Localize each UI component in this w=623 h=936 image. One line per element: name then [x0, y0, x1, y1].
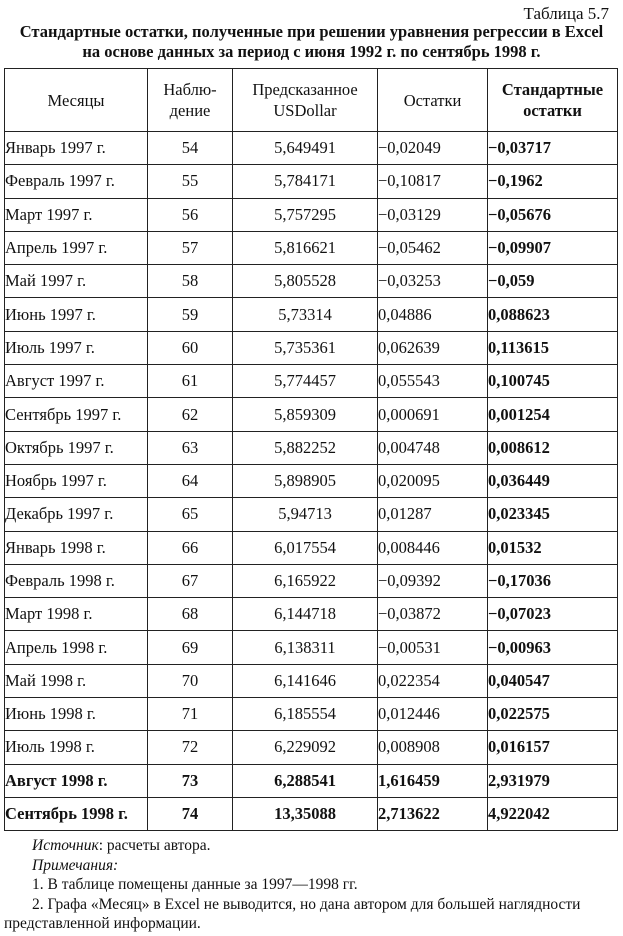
table-row: [5, 365, 618, 398]
residual-cell: 1,616459: [378, 764, 488, 797]
predicted-cell: 6,288541: [233, 764, 378, 797]
title-line-1: Стандартные остатки, полученные при решении уравнения регрессии в Excel: [19, 22, 604, 41]
table-title: [0, 22, 623, 62]
note-2: 2. Графа «Месяц» в Excel не выводится, но дана автором для большей наглядности представленной информации.: [4, 895, 581, 932]
residual-cell: 0,008908: [378, 731, 488, 764]
observation-cell: 67: [148, 564, 233, 597]
residual-cell: 0,000691: [378, 398, 488, 431]
predicted-cell: 5,784171: [233, 165, 378, 198]
header-residuals: Остатки: [378, 69, 488, 132]
standard-residual-cell: −0,09907: [488, 231, 618, 264]
standard-residual-cell: 0,040547: [488, 664, 618, 697]
month-cell: Октябрь 1997 г.: [5, 431, 148, 464]
residual-cell: −0,05462: [378, 231, 488, 264]
standard-residual-cell: 0,036449: [488, 464, 618, 497]
month-cell: Февраль 1997 г.: [5, 165, 148, 198]
predicted-cell: 6,141646: [233, 664, 378, 697]
observation-cell: 62: [148, 398, 233, 431]
residual-cell: 0,022354: [378, 664, 488, 697]
standard-residual-cell: 0,088623: [488, 298, 618, 331]
standard-residual-cell: 0,001254: [488, 398, 618, 431]
predicted-cell: 5,735361: [233, 331, 378, 364]
table-row: [5, 764, 618, 797]
observation-cell: 65: [148, 498, 233, 531]
table-row: [5, 132, 618, 165]
observation-cell: 60: [148, 331, 233, 364]
observation-cell: 56: [148, 198, 233, 231]
standard-residual-cell: 0,022575: [488, 698, 618, 731]
predicted-cell: 6,144718: [233, 598, 378, 631]
table-row: [5, 531, 618, 564]
predicted-cell: 5,882252: [233, 431, 378, 464]
table-row: [5, 797, 618, 830]
standard-residual-cell: −0,07023: [488, 598, 618, 631]
standard-residual-cell: 0,023345: [488, 498, 618, 531]
observation-cell: 55: [148, 165, 233, 198]
table-row: [5, 331, 618, 364]
table-row: [5, 498, 618, 531]
standard-residual-cell: −0,059: [488, 265, 618, 298]
header-observation: Наблю- дение: [148, 69, 233, 132]
table-row: [5, 698, 618, 731]
predicted-cell: 6,165922: [233, 564, 378, 597]
residual-cell: −0,00531: [378, 631, 488, 664]
table-row: [5, 464, 618, 497]
standard-residual-cell: −0,05676: [488, 198, 618, 231]
residual-cell: 0,020095: [378, 464, 488, 497]
table-number: Таблица 5.7: [523, 4, 609, 23]
standard-residual-cell: −0,17036: [488, 564, 618, 597]
observation-cell: 73: [148, 764, 233, 797]
table-row: [5, 564, 618, 597]
title-line-2: на основе данных за период с июня 1992 г. по сентябрь 1998 г.: [82, 42, 541, 61]
month-cell: Апрель 1998 г.: [5, 631, 148, 664]
standard-residual-cell: −0,00963: [488, 631, 618, 664]
table-row: [5, 631, 618, 664]
standard-residual-cell: 4,922042: [488, 797, 618, 830]
observation-cell: 69: [148, 631, 233, 664]
month-cell: Ноябрь 1997 г.: [5, 464, 148, 497]
month-cell: Май 1997 г.: [5, 265, 148, 298]
predicted-cell: 5,898905: [233, 464, 378, 497]
month-cell: Июнь 1998 г.: [5, 698, 148, 731]
table-row: [5, 298, 618, 331]
month-cell: Март 1998 г.: [5, 598, 148, 631]
residual-cell: −0,03129: [378, 198, 488, 231]
observation-cell: 71: [148, 698, 233, 731]
standard-residual-cell: −0,1962: [488, 165, 618, 198]
observation-cell: 59: [148, 298, 233, 331]
residual-cell: 0,04886: [378, 298, 488, 331]
header-predicted: Предсказанное USDollar: [233, 69, 378, 132]
table-row: [5, 165, 618, 198]
predicted-cell: 5,94713: [233, 498, 378, 531]
observation-cell: 58: [148, 265, 233, 298]
observation-cell: 63: [148, 431, 233, 464]
residual-cell: 2,713622: [378, 797, 488, 830]
residual-cell: −0,10817: [378, 165, 488, 198]
standard-residual-cell: 0,008612: [488, 431, 618, 464]
standard-residual-cell: 0,113615: [488, 331, 618, 364]
observation-cell: 74: [148, 797, 233, 830]
observation-cell: 66: [148, 531, 233, 564]
month-cell: Июль 1997 г.: [5, 331, 148, 364]
residual-cell: 0,055543: [378, 365, 488, 398]
month-cell: Июнь 1997 г.: [5, 298, 148, 331]
residual-cell: 0,062639: [378, 331, 488, 364]
predicted-cell: 5,73314: [233, 298, 378, 331]
header-row: [5, 69, 618, 132]
predicted-cell: 6,185554: [233, 698, 378, 731]
standard-residual-cell: 0,016157: [488, 731, 618, 764]
month-cell: Июль 1998 г.: [5, 731, 148, 764]
month-cell: Январь 1998 г.: [5, 531, 148, 564]
table-row: [5, 398, 618, 431]
table-row: [5, 431, 618, 464]
predicted-cell: 6,229092: [233, 731, 378, 764]
notes-heading: Примечания:: [32, 856, 119, 874]
table-body: [5, 132, 618, 831]
table-row: [5, 664, 618, 697]
predicted-cell: 13,35088: [233, 797, 378, 830]
table-row: [5, 198, 618, 231]
residual-cell: −0,09392: [378, 564, 488, 597]
table-row: [5, 265, 618, 298]
residual-cell: 0,004748: [378, 431, 488, 464]
residual-cell: 0,012446: [378, 698, 488, 731]
month-cell: Декабрь 1997 г.: [5, 498, 148, 531]
month-cell: Май 1998 г.: [5, 664, 148, 697]
predicted-cell: 5,774457: [233, 365, 378, 398]
predicted-cell: 5,757295: [233, 198, 378, 231]
predicted-cell: 6,017554: [233, 531, 378, 564]
residual-cell: −0,03253: [378, 265, 488, 298]
residuals-table: [4, 68, 618, 831]
predicted-cell: 5,859309: [233, 398, 378, 431]
observation-cell: 61: [148, 365, 233, 398]
note-1: 1. В таблице помещены данные за 1997—1998 гг.: [32, 876, 358, 893]
month-cell: Март 1997 г.: [5, 198, 148, 231]
observation-cell: 64: [148, 464, 233, 497]
observation-cell: 54: [148, 132, 233, 165]
standard-residual-cell: 0,01532: [488, 531, 618, 564]
standard-residual-cell: 0,100745: [488, 365, 618, 398]
table-row: [5, 598, 618, 631]
predicted-cell: 5,649491: [233, 132, 378, 165]
month-cell: Февраль 1998 г.: [5, 564, 148, 597]
month-cell: Апрель 1997 г.: [5, 231, 148, 264]
standard-residual-cell: 2,931979: [488, 764, 618, 797]
residual-cell: 0,01287: [378, 498, 488, 531]
table-row: [5, 731, 618, 764]
month-cell: Сентябрь 1998 г.: [5, 797, 148, 830]
predicted-cell: 5,805528: [233, 265, 378, 298]
observation-cell: 57: [148, 231, 233, 264]
source-note: Источник: расчеты автора.: [32, 837, 211, 854]
residual-cell: −0,02049: [378, 132, 488, 165]
header-standard-residuals: Стандартные остатки: [488, 69, 618, 132]
month-cell: Август 1998 г.: [5, 764, 148, 797]
table-row: [5, 231, 618, 264]
table-notes: [4, 836, 616, 934]
observation-cell: 72: [148, 731, 233, 764]
observation-cell: 68: [148, 598, 233, 631]
month-cell: Январь 1997 г.: [5, 132, 148, 165]
standard-residual-cell: −0,03717: [488, 132, 618, 165]
residual-cell: −0,03872: [378, 598, 488, 631]
month-cell: Август 1997 г.: [5, 365, 148, 398]
predicted-cell: 6,138311: [233, 631, 378, 664]
observation-cell: 70: [148, 664, 233, 697]
month-cell: Сентябрь 1997 г.: [5, 398, 148, 431]
header-month: Месяцы: [5, 69, 148, 132]
predicted-cell: 5,816621: [233, 231, 378, 264]
residual-cell: 0,008446: [378, 531, 488, 564]
